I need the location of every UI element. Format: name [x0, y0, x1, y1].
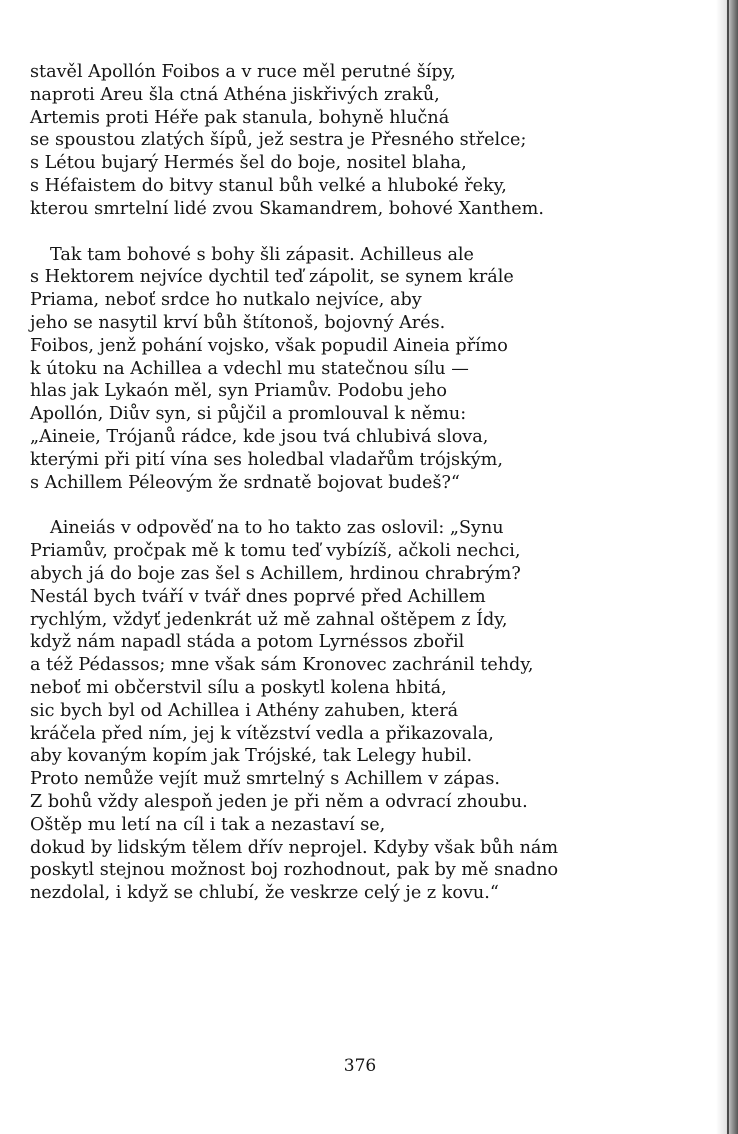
- verse-text: [30, 61, 590, 905]
- paragraph-2: [30, 244, 590, 495]
- verse-line: Nestál bych tváří v tvář dnes poprvé před Achillem: [30, 586, 486, 607]
- verse-line: Tak tam bohové s bohy šli zápasit. Achilleus ale: [50, 244, 474, 265]
- verse-line: Z bohů vždy alespoň jeden je při něm a odvrací zhoubu.: [30, 791, 528, 812]
- verse-line: stavěl Apollón Foibos a v ruce měl perutné šípy,: [30, 62, 456, 82]
- verse-line: naproti Areu šla ctná Athéna jiskřivých zraků,: [30, 84, 440, 105]
- verse-line: jeho se nasytil krví bůh štítonoš, bojovný Arés.: [30, 312, 446, 333]
- verse-line: kterou smrtelní lidé zvou Skamandrem, bohové Xanthem.: [30, 198, 544, 219]
- verse-line: „Aineie, Trójanů rádce, kde jsou tvá chlubivá slova,: [30, 426, 489, 447]
- verse-line: když nám napadl stáda a potom Lyrnéssos zbořil: [30, 632, 465, 653]
- verse-line: se spoustou zlatých šípů, jež sestra je Přesného střelce;: [30, 130, 527, 151]
- verse-line: Aineiás v odpověď na to ho takto zas oslovil: „Synu: [50, 518, 504, 539]
- verse-line: k útoku na Achillea a vdechl mu statečnou sílu —: [30, 358, 469, 379]
- paragraph-1: [30, 61, 590, 221]
- verse-line: rychlým, vždyť jedenkrát už mě zahnal oštěpem z Ídy,: [30, 609, 508, 630]
- verse-line: Artemis proti Héře pak stanula, bohyně hlučná: [30, 107, 450, 128]
- page-number: 376: [343, 1056, 377, 1076]
- verse-line: poskytl stejnou možnost boj rozhodnout, pak by mě snadno: [30, 860, 559, 881]
- verse-line: Foibos, jenž pohání vojsko, však popudil Aineia přímo: [30, 335, 508, 356]
- verse-line: aby kovaným kopím jak Trójské, tak Lelegy hubil.: [30, 746, 473, 767]
- verse-line: a též Pédassos; mne však sám Kronovec zachránil tehdy,: [30, 655, 534, 676]
- verse-line: abych já do boje zas šel s Achillem, hrdinou chrabrým?: [30, 563, 521, 584]
- verse-line: hlas jak Lykaón měl, syn Priamův. Podobu jeho: [30, 381, 448, 402]
- verse-line: dokud by lidským tělem dřív neprojel. Kdyby však bůh nám: [30, 837, 559, 858]
- verse-line: s Héfaistem do bitvy stanul bůh velké a hluboké řeky,: [30, 175, 507, 196]
- verse-line: s Létou bujarý Hermés šel do boje, nositel blaha,: [30, 153, 467, 174]
- verse-line: kráčela před ním, jej k vítězství vedla a přikazovala,: [30, 723, 494, 744]
- verse-line: s Achillem Péleovým že srdnatě bojovat budeš?“: [30, 472, 460, 493]
- verse-line: neboť mi občerstvil sílu a poskytl kolena hbitá,: [30, 677, 447, 698]
- verse-line: Proto nemůže vejít muž smrtelný s Achillem v zápas.: [30, 769, 500, 790]
- verse-line: Priamův, pročpak mě k tomu teď vybízíš, ačkoli nechci,: [30, 541, 521, 562]
- verse-line: Oštěp mu letí na cíl i tak a nezastaví se,: [30, 814, 386, 835]
- page-edge-line: [727, 0, 729, 1134]
- paragraph-3: [30, 517, 590, 905]
- verse-line: Priama, neboť srdce ho nutkalo nejvíce, aby: [30, 290, 422, 311]
- verse-line: kterými při pití vína ses holedbal vladařům trójským,: [30, 449, 503, 470]
- verse-line: Apollón, Diův syn, si půjčil a promlouval k němu:: [30, 404, 467, 425]
- verse-line: s Hektorem nejvíce dychtil teď zápolit, se synem krále: [30, 267, 514, 288]
- verse-line: sic bych byl od Achillea i Athény zahuben, která: [30, 700, 459, 721]
- verse-line: nezdolal, i když se chlubí, že veskrze celý je z kovu.“: [30, 883, 499, 904]
